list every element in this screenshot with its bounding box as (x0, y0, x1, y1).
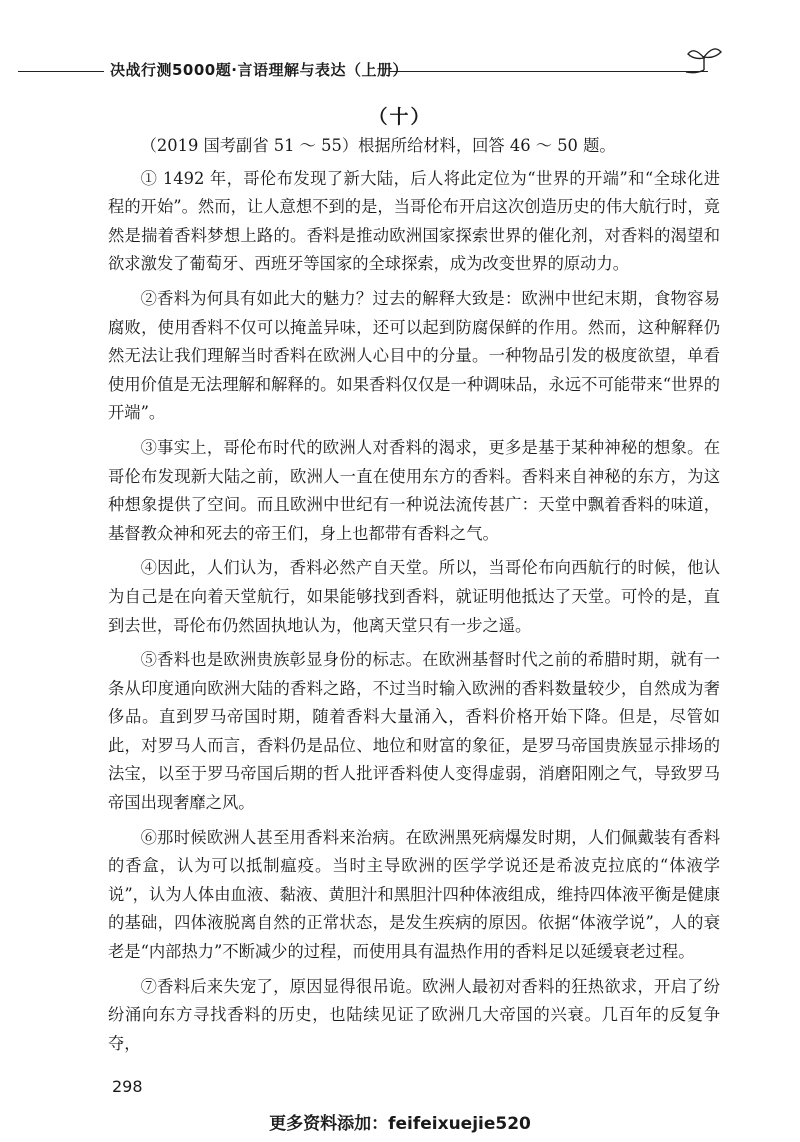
sprout-icon (682, 44, 726, 80)
header-rule-right (390, 71, 708, 72)
paragraph-3: ③事实上，哥伦布时代的欧洲人对香料的渴求，更多是基于某种神秘的想象。在哥伦布发现新大陆之前，欧洲人一直在使用东方的香料。香料来自神秘的东方，为这种想象提供了空间。而且欧洲中世纪有一种说法流传甚广：天堂中飘着香料的味道，基督教众神和死去的帝王们，身上也都带有香料之气。 (108, 437, 720, 543)
paragraph-5: ⑤香料也是欧洲贵族彰显身份的标志。在欧洲基督时代之前的希腊时期，就有一条从印度通向欧洲大陆的香料之路，不过当时输入欧洲的香料数量较少，自然成为奢侈品。直到罗马帝国时期，随着香料大量涌入，香料价格开始下降。但是，尽管如此，对罗马人而言，香料仍是品位、地位和财富的象征，是罗马帝国贵族显示排场的法宝，以至于罗马帝国后期的哲人批评香料使人变得虚弱，消磨阳刚之气，导致罗马帝国出现奢靡之风。 (108, 650, 720, 813)
footer-note: 更多资料添加：feifeixuejie520 (269, 1114, 531, 1134)
paragraph-1: ① 1492 年，哥伦布发现了新大陆，后人将此定位为“世界的开端”和“全球化进程的开始”。然而，让人意想不到的是，当哥伦布开启这次创造历史的伟大航行时，竟然是揣着香料梦想上路的。香料是推动欧洲国家探索世界的催化剂，对香料的渴望和欲求激发了葡萄牙、西班牙等国家的全球探索，成为改变世界的原动力。 (108, 168, 720, 274)
header-rule-left (18, 71, 104, 72)
paragraph-6: ⑥那时候欧洲人甚至用香料来治病。在欧洲黑死病爆发时期，人们佩戴装有香料的香盒，认为可以抵制瘟疫。当时主导欧洲的医学学说还是希波克拉底的“体液学说”，认为人体由血液、黏液、黄胆汁和黑胆汁四种体液组成，维持四体液平衡是健康的基础，四体液脱离自然的正常状态，是发生疾病的原因。依据“体液学说”，人的衰老是“内部热力”不断减少的过程，而使用具有温热作用的香料足以延缓衰老过程。 (108, 827, 720, 962)
book-title: 决战行测5000题·言语理解与表达（上册） (110, 61, 408, 79)
question-intro: （2019 国考副省 51 ～ 55）根据所给材料，回答 46 ～ 50 题。 (140, 136, 616, 155)
page-number: 298 (112, 1077, 143, 1096)
paragraph-4: ④因此，人们认为，香料必然产自天堂。所以，当哥伦布向西航行的时候，他认为自己是在向着天堂航行，如果能够找到香料，就证明他抵达了天堂。可怜的是，直到去世，哥伦布仍然固执地认为，他离天堂只有一步之遥。 (108, 558, 720, 635)
paragraph-7: ⑦香料后来失宠了，原因显得很吊诡。欧洲人最初对香料的狂热欲求，开启了纷纷涌向东方寻找香料的历史，也陆续见证了欧洲几大帝国的兴衰。几百年的反复争夺， (108, 976, 720, 1053)
running-header (18, 50, 718, 90)
section-title: （十） (368, 106, 432, 128)
article-body (108, 132, 720, 1064)
paragraph-2: ②香料为何具有如此大的魅力？过去的解释大致是：欧洲中世纪末期，食物容易腐败，使用香料不仅可以掩盖异味，还可以起到防腐保鲜的作用。然而，这种解释仍然无法让我们理解当时香料在欧洲人心目中的分量。一种物品引发的极度欲望，单看使用价值是无法理解和解释的。如果香料仅仅是一种调味品，永远不可能带来“世界的开端”。 (108, 288, 720, 423)
